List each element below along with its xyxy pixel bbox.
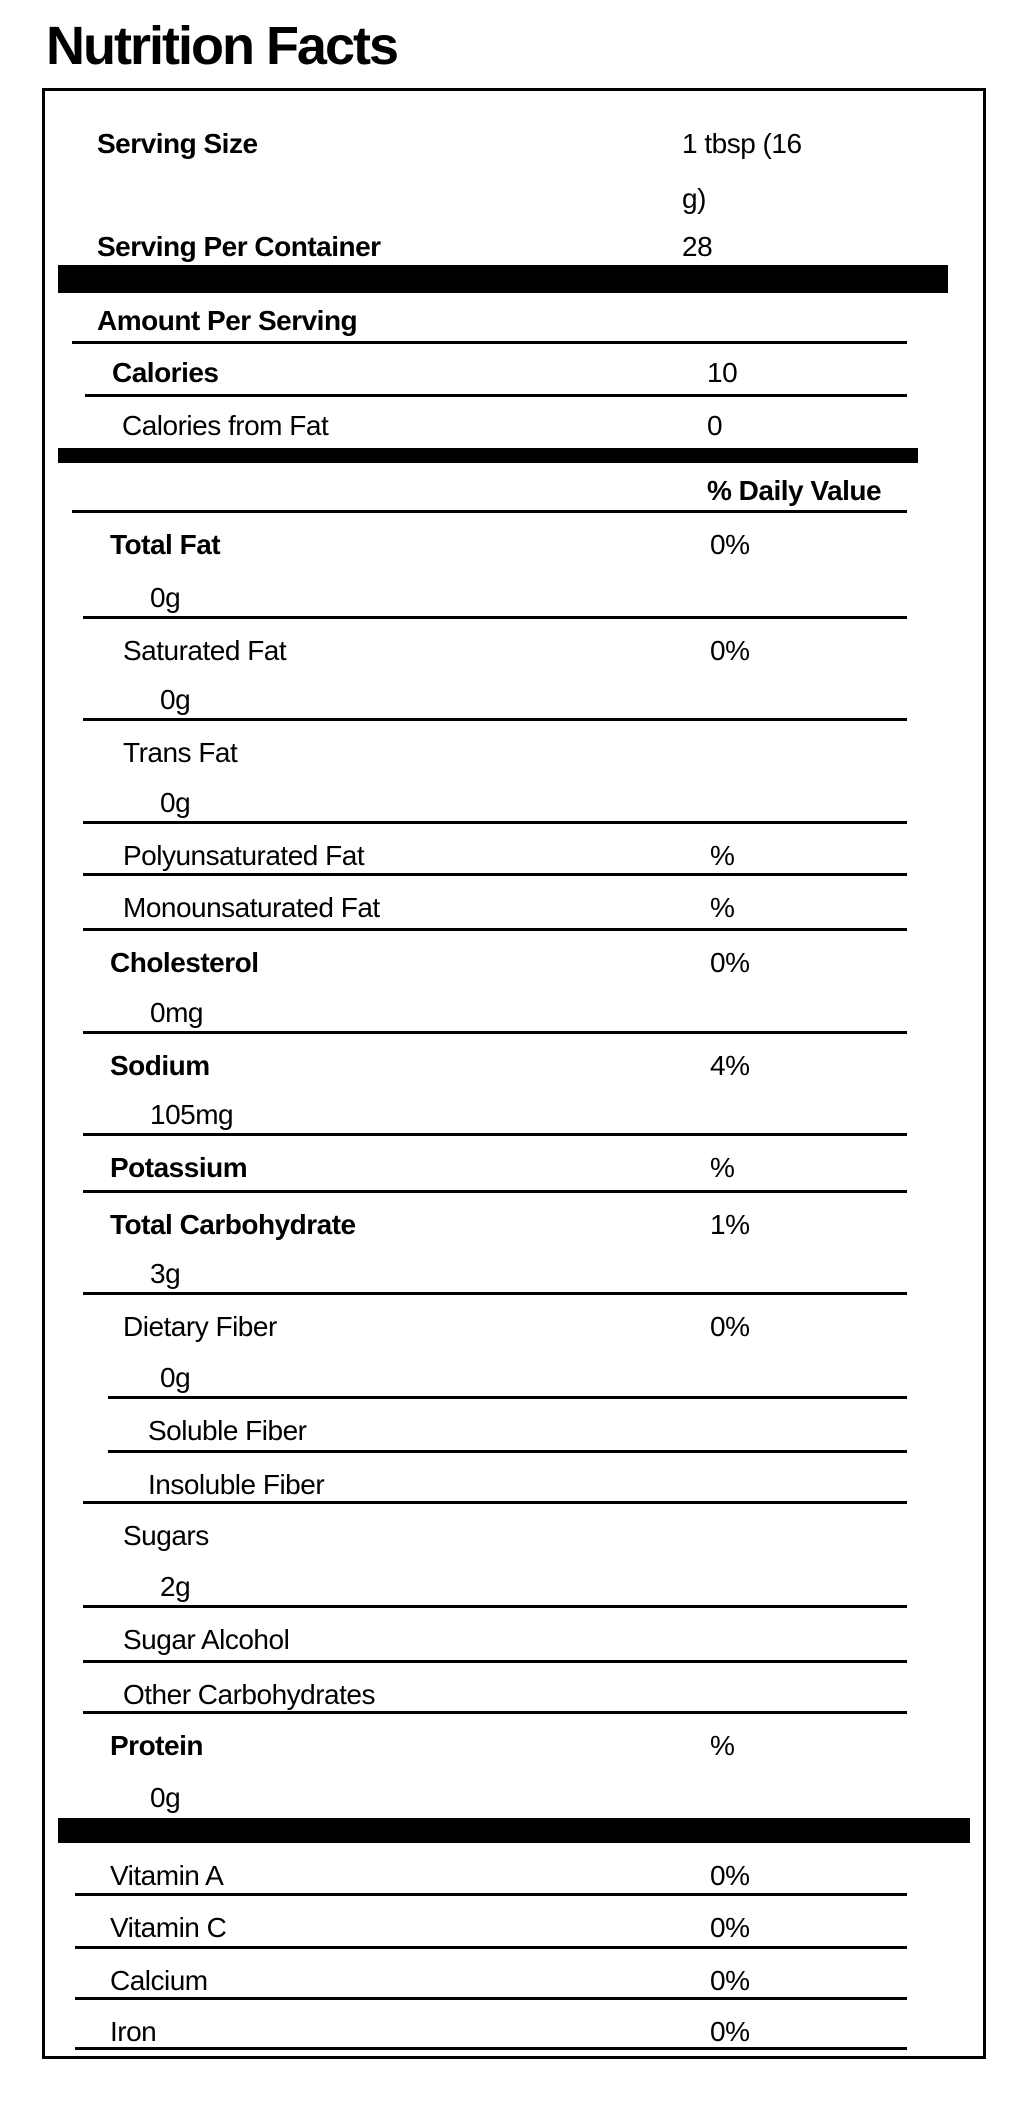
rule bbox=[85, 394, 907, 397]
nutrient-amount-trans-fat: 0g bbox=[160, 787, 191, 818]
nutrient-label-trans-fat: Trans Fat bbox=[123, 737, 238, 768]
rule bbox=[75, 1893, 907, 1896]
separator-bar-thick-1 bbox=[58, 265, 948, 293]
rule bbox=[75, 1946, 907, 1949]
serving-per-container-value: 28 bbox=[682, 231, 713, 262]
vitamin-c-label: Vitamin C bbox=[110, 1912, 227, 1943]
rule bbox=[83, 821, 907, 824]
nutrient-value-total-carbohydrate: 1% bbox=[710, 1209, 750, 1240]
nutrient-label-monounsaturated-fat: Monounsaturated Fat bbox=[123, 892, 380, 923]
rule bbox=[83, 873, 907, 876]
rule bbox=[72, 341, 907, 344]
daily-value-header: % Daily Value bbox=[707, 475, 882, 506]
iron-value: 0% bbox=[710, 2016, 750, 2047]
rule bbox=[83, 1660, 907, 1663]
calories-from-fat-value: 0 bbox=[707, 410, 723, 441]
serving-size-value-line1: 1 tbsp (16 bbox=[682, 128, 802, 159]
nutrient-value-total-fat: 0% bbox=[710, 529, 750, 560]
nutrient-label-total-fat: Total Fat bbox=[110, 529, 221, 560]
nutrient-value-protein: % bbox=[710, 1730, 735, 1761]
nutrient-value-monounsaturated-fat: % bbox=[710, 892, 735, 923]
rule bbox=[83, 1501, 907, 1504]
calories-value: 10 bbox=[707, 357, 738, 388]
nutrient-label-other-carbohydrates: Other Carbohydrates bbox=[123, 1679, 375, 1710]
rule bbox=[108, 1396, 907, 1399]
amount-per-serving-header: Amount Per Serving bbox=[97, 305, 358, 336]
nutrient-label-soluble-fiber: Soluble Fiber bbox=[148, 1415, 307, 1446]
nutrient-amount-total-fat: 0g bbox=[150, 582, 181, 613]
rule bbox=[83, 928, 907, 931]
nutrient-amount-sodium: 105mg bbox=[150, 1099, 234, 1130]
iron-label: Iron bbox=[110, 2016, 157, 2047]
nutrient-amount-sugars: 2g bbox=[160, 1571, 191, 1602]
nutrient-amount-protein: 0g bbox=[150, 1782, 181, 1813]
rule bbox=[83, 1133, 907, 1136]
rule bbox=[75, 1997, 907, 2000]
nutrient-label-sugar-alcohol: Sugar Alcohol bbox=[123, 1624, 290, 1655]
vitamin-a-label: Vitamin A bbox=[110, 1860, 224, 1891]
nutrient-label-total-carbohydrate: Total Carbohydrate bbox=[110, 1209, 356, 1240]
calories-label: Calories bbox=[112, 357, 219, 388]
nutrient-amount-cholesterol: 0mg bbox=[150, 997, 203, 1028]
calories-from-fat-label: Calories from Fat bbox=[122, 410, 329, 441]
rule bbox=[83, 1031, 907, 1034]
calcium-label: Calcium bbox=[110, 1965, 208, 1996]
nutrient-value-potassium: % bbox=[710, 1152, 735, 1183]
nutrient-amount-dietary-fiber: 0g bbox=[160, 1362, 191, 1393]
vitamin-c-value: 0% bbox=[710, 1912, 750, 1943]
rule bbox=[83, 1190, 907, 1193]
rule bbox=[75, 2047, 907, 2050]
nutrient-label-potassium: Potassium bbox=[110, 1152, 248, 1183]
nutrient-label-cholesterol: Cholesterol bbox=[110, 947, 259, 978]
vitamin-a-value: 0% bbox=[710, 1860, 750, 1891]
nutrient-label-polyunsaturated-fat: Polyunsaturated Fat bbox=[123, 840, 365, 871]
nutrient-label-protein: Protein bbox=[110, 1730, 203, 1761]
rule bbox=[108, 1450, 907, 1453]
nutrient-value-cholesterol: 0% bbox=[710, 947, 750, 978]
nutrient-value-saturated-fat: 0% bbox=[710, 635, 750, 666]
separator-bar-thick-3 bbox=[58, 1818, 970, 1843]
rule bbox=[83, 616, 907, 619]
page-title: Nutrition Facts bbox=[46, 16, 398, 76]
nutrient-value-polyunsaturated-fat: % bbox=[710, 840, 735, 871]
rule bbox=[83, 1711, 907, 1714]
rule bbox=[83, 1292, 907, 1295]
nutrient-label-dietary-fiber: Dietary Fiber bbox=[123, 1311, 277, 1342]
serving-size-value-line2: g) bbox=[682, 183, 706, 214]
serving-size-label: Serving Size bbox=[97, 128, 258, 159]
rule bbox=[83, 1605, 907, 1608]
nutrient-label-sugars: Sugars bbox=[123, 1520, 209, 1551]
serving-per-container-label: Serving Per Container bbox=[97, 231, 381, 262]
rule bbox=[83, 718, 907, 721]
nutrient-label-insoluble-fiber: Insoluble Fiber bbox=[148, 1469, 325, 1500]
nutrient-label-saturated-fat: Saturated Fat bbox=[123, 635, 287, 666]
nutrient-label-sodium: Sodium bbox=[110, 1050, 210, 1081]
separator-bar-thick-2 bbox=[58, 448, 918, 463]
rule bbox=[72, 510, 907, 513]
nutrient-value-dietary-fiber: 0% bbox=[710, 1311, 750, 1342]
nutrient-amount-total-carbohydrate: 3g bbox=[150, 1258, 181, 1289]
calcium-value: 0% bbox=[710, 1965, 750, 1996]
nutrient-value-sodium: 4% bbox=[710, 1050, 750, 1081]
nutrient-amount-saturated-fat: 0g bbox=[160, 684, 191, 715]
